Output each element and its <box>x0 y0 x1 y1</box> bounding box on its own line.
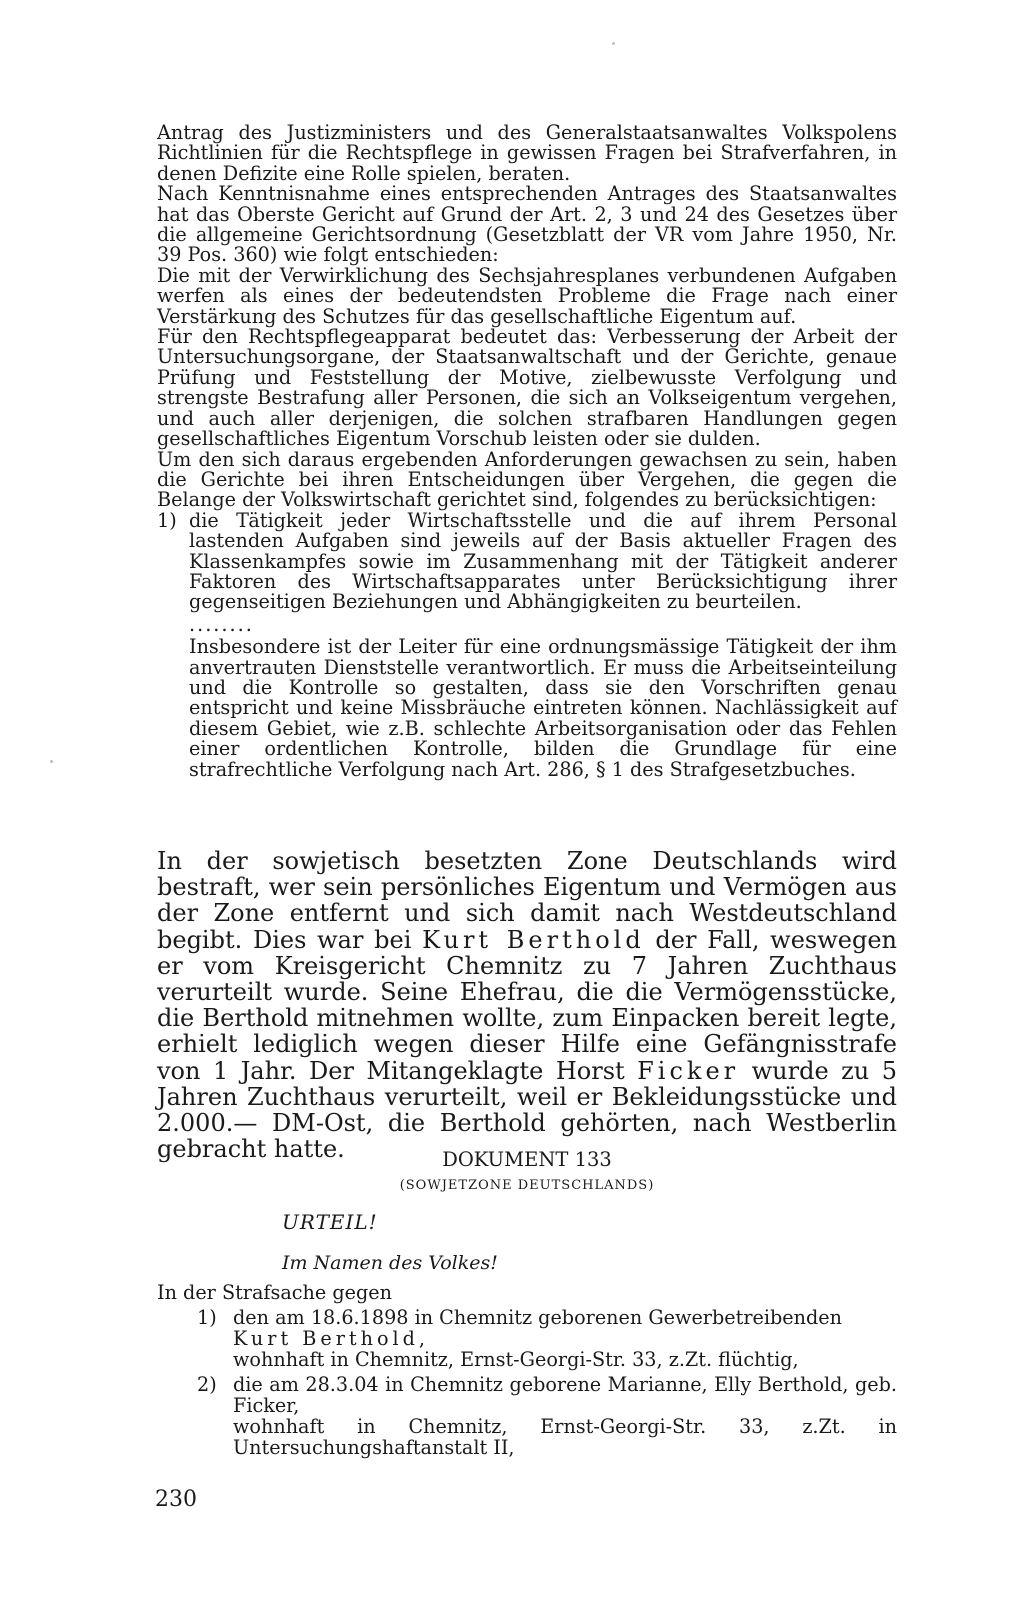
case-parties <box>157 1282 897 1458</box>
defendant-name: Ficker <box>637 1056 740 1085</box>
quoted-decision-text <box>157 123 897 780</box>
paragraph: Nach Kenntnisnahme eines entsprechenden Antrages des Staatsanwaltes hat das Oberste Gericht auf Grund der Art. 2, 3 und 24 des Gesetzes über die allgemeine Gerichtsordnung (Gesetzblatt der VR vom Jahre 1950, Nr. 39 Pos. 360) wie folgt entschieden: <box>157 182 897 267</box>
paragraph: Um den sich daraus ergebenden Anforderungen gewachsen zu sein, haben die Gerichte bei ihren Entscheidungen über Vergehen, die gegen die Belange der Volkswirtschaft gerichtet sind, folgendes zu berücksichtigen: <box>157 447 897 512</box>
party-name: Kurt Berthold, <box>233 1327 430 1350</box>
party-description: die am 28.3.04 in Chemnitz geborene Marianne, Elly Berthold, geb. Ficker, <box>233 1373 897 1417</box>
party-description: den am 18.6.1898 in Chemnitz geborenen Gewerbetreibenden <box>233 1306 842 1329</box>
party-number: 2) <box>197 1373 217 1396</box>
list-item-number: 1) <box>157 508 177 532</box>
paragraph: Die mit der Verwirklichung des Sechsjahresplanes verbundenen Aufgaben werfen als eines der bedeutendsten Probleme die Frage nach einer Verstärkung des Schutzes für das gesellschaftliche Eigentum auf. <box>157 263 897 328</box>
judgment-formula: Im Namen des Volkes! <box>282 1252 498 1274</box>
party-address: wohnhaft in Chemnitz, Ernst-Georgi-Str. 33, z.Zt. in Untersuchungshaftanstalt II, <box>233 1415 897 1459</box>
paragraph: Für den Rechtspflegeapparat bedeutet das: Verbesserung der Arbeit der Untersuchungsorgane, der Staatsanwaltschaft und der Gerichte, genaue Prüfung und Feststellung der Motive, zielbewusste Verfolgung und strengste Bestrafung aller Personen, die sich an Volkseigentum vergehen, und auch aller derjenigen, die solchen strafbaren Handlungen gegen gesellschaftliches Eigentum Vorschub leisten oder sie dulden. <box>157 325 897 451</box>
commentary-part: der Fall, weswegen er vom Kreisgericht Chemnitz zu 7 Jahren Zuchthaus verurteilt wurde. Seine Ehefrau, die die Vermögensstücke, die Berthold mitnehmen wollte, zum Einpacken bereit legte, erhielt lediglich wegen dieser Hilfe eine Gefängnisstrafe von 1 Jahr. Der Mitangeklagte Horst <box>157 925 897 1085</box>
paper-speck <box>612 42 615 45</box>
document-heading: DOKUMENT 133 <box>442 1148 612 1171</box>
paragraph: Antrag des Justizministers und des Generalstaatsanwaltes Volkspolens Richtlinien für die Rechtspflege in gewissen Fragen bei Strafverfahren, in denen Defizite eine Rolle spielen, beraten. <box>157 121 897 185</box>
list-item <box>157 508 897 614</box>
commentary-part: In der sowjetisch besetzten Zone Deutschlands wird bestraft, wer sein persönliches Eigentum und Vermögen aus der Zone entfernt und sich damit nach Westdeutschland begibt. Dies war bei <box>157 847 897 954</box>
party-number: 1) <box>197 1306 217 1329</box>
judgment-title: URTEIL! <box>282 1210 378 1234</box>
commentary-text <box>157 848 897 1162</box>
paper-speck <box>50 760 53 763</box>
case-intro: In der Strafsache gegen <box>157 1281 392 1304</box>
party-address: wohnhaft in Chemnitz, Ernst-Georgi-Str. 33, z.Zt. flüchtig, <box>233 1348 799 1371</box>
omission-ellipsis: ........ <box>189 612 254 636</box>
party-item <box>197 1307 897 1370</box>
page-number: 230 <box>155 1487 197 1512</box>
party-item <box>197 1374 897 1458</box>
document-subheading: (SOWJETZONE DEUTSCHLANDS) <box>399 1178 655 1193</box>
defendant-name: Kurt Berthold <box>422 925 645 954</box>
list-item-text: die Tätigkeit jeder Wirtschaftsstelle und die auf ihrem Personal lastenden Aufgaben sind jeweils auf der Basis aktueller Fragen des Klassenkampfes sowie im Zusammenhang mit der Tätigkeit anderer Faktoren des Wirtschaftsapparates unter Berücksichtigung ihrer gegenseitigen Beziehungen und Abhängigkeiten zu beurteilen. <box>189 508 897 614</box>
commentary-part: wurde zu 5 Jahren Zuchthaus verurteilt, weil er Bekleidungsstücke und 2.000.— DM-Ost, die Berthold gehörten, nach Westberlin gebracht hatte. <box>157 1056 898 1164</box>
paragraph: Insbesondere ist der Leiter für eine ordnungsmässige Tätigkeit der ihm anvertrauten Dienststelle verantwortlich. Er muss die Arbeitseinteilung und die Kontrolle so gestalten, dass sie den Vorschriften genau entspricht und keine Missbräuche eintreten können. Nachlässigkeit auf diesem Gebiet, wie z.B. schlechte Arbeitsorganisation oder das Fehlen einer ordentlichen Kontrolle, bilden die Grundlage für eine strafrechtliche Verfolgung nach Art. 286, § 1 des Strafgesetzbuches. <box>189 635 897 781</box>
